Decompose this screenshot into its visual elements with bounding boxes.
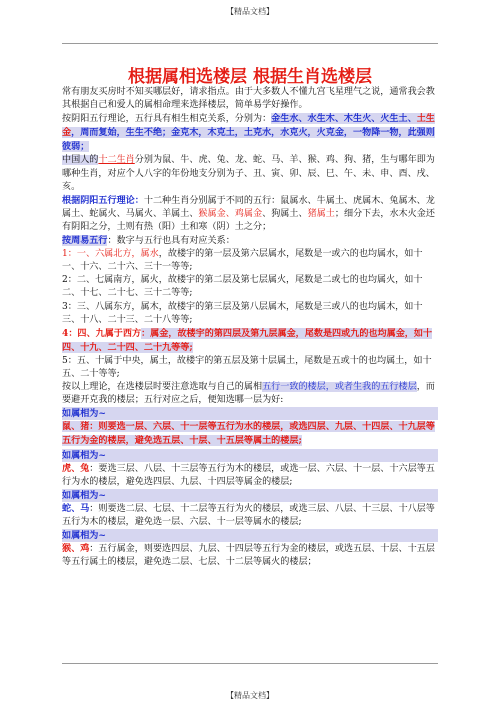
rule-snake-horse-text: ：则要选二层、七层、十二层等五行为火的楼层，或选三层、八层、十三层、十八层等五行为木的楼层，避免选一层、六层、十一层等属水的楼层; (62, 503, 435, 527)
zodiac-twelve: 十二生肖 (98, 155, 135, 166)
zodiac-label-4: 如属相为~ (62, 529, 438, 542)
zodiac-dog: 、狗属土、 (262, 208, 308, 219)
intro-paragraph: 常有朋友买房时不知买哪层好，请求指点。由于大多数人不懂九宫飞星理气之说，通常我会教其根据自己和爱人的属相命理来选择楼层，简单易学好操作。 (62, 87, 435, 111)
zodiac-element-text: 十二种生肖分别属于不同的五行：鼠属水、牛属土、虎属木、兔属木、龙属土、蛇属火、马属火、羊属土、 (62, 195, 435, 219)
wuxing-paragraph (62, 112, 438, 154)
rule-monkey-rooster-text: ：五行属金，则要选四层、九层、十四层等五行为金的楼层，或选五层、十层、十五层等五行属土的楼层，避免选二层、七层、十二层等属火的楼层 (62, 544, 435, 568)
page-title: 根据属相选楼层 根据生肖选楼层 (128, 67, 372, 87)
header-divider (62, 43, 438, 44)
zodiac-element-tail: ；细分下去，水木火金还有阴阳之分，土则有热（阳）土和寒（阴）土之分； (62, 208, 435, 232)
rule-tiger-rabbit-key: 虎、兔 (62, 462, 90, 474)
selection-rule: 五行一致的楼层，或者生我的五行楼层 (262, 382, 417, 393)
number-item-1-key: 六属北方，属水 (95, 249, 159, 260)
wuxing-lead: 按阴阳五行理论，五行具有相生相克关系，分别为： (62, 114, 272, 125)
rule-rat-pig-key: 鼠、猪： (62, 421, 99, 433)
page-header: 【精品文档】 (226, 7, 274, 16)
rule-snake-horse (62, 502, 438, 529)
zhouyi-text: ：数字与五行也具有对应关系： (107, 236, 235, 247)
rule-monkey-rooster-key: 猴、鸡 (62, 543, 90, 555)
rule-tiger-rabbit-text: ：要选三层、八层、十三层等五行为木的楼层，或选一层、六层、十一层、十六层等五行为水的楼层，避免选四层、九层、十四层等属金的楼层; (62, 463, 435, 487)
wuxing-sheng: 金生水、水生木、木生火、火生土、 (271, 113, 417, 125)
number-item-4 (62, 327, 438, 355)
zodiac-paragraph (62, 154, 438, 193)
number-item-1-num: 1：一、 (62, 249, 96, 260)
wuxing-ke: ，周而复始，生生不绝；金克木，木克土，土克水，水克火，火克金，一物降一物，此强则彼弱； (62, 127, 435, 153)
zodiac-label-2: 如属相为~ (62, 449, 438, 462)
number-item-1 (62, 248, 438, 274)
zodiac-lead: 中国人的 (62, 155, 99, 166)
zodiac-element-paragraph (62, 194, 438, 234)
zodiac-metal: 猴属金、鸡属金 (198, 208, 263, 219)
number-item-3: 3：三、八属东方，属木，故楼宇的第三层及第八层属木，尾数是三或八的也均属木，如十三、十八、二十三、二十八等等; (62, 301, 423, 325)
zodiac-pig: 猪属土 (307, 208, 335, 219)
wuxing-tu-sheng-jin: 土生金 (62, 113, 435, 139)
rule-snake-horse-key: 蛇、马 (62, 502, 90, 514)
zodiac-label-1: 如属相为~ (62, 407, 438, 420)
number-item-2: 2：二、七属南方，属火，故楼宇的第二层及第七层属火，尾数是二或七的也均属火，如十二、十七、二十七、三十二等等; (62, 275, 423, 299)
rule-rat-pig-text: 则要选一层、六层、十一层等五行为水的楼层，或选四层、九层、十四层、十九层等五行为金的楼层，避免选五层、十层、十五层等属土的楼层; (62, 421, 435, 447)
rule-monkey-rooster-end: ； (307, 557, 317, 568)
selection-paragraph (62, 381, 438, 407)
number-item-1-text: ，故楼宇的第一层及第六层属水，尾数是一或六的也均属水，如十一、十六、二十六、三十一等等; (62, 249, 423, 273)
selection-tail: ，而要避开克我的楼层；五行对应之后，便知选哪一层为好: (62, 382, 435, 406)
zhouyi-lead: 按周易五行 (62, 235, 108, 247)
rule-tiger-rabbit (62, 462, 438, 489)
rule-rat-pig (62, 420, 438, 448)
footer-divider (62, 663, 438, 664)
selection-lead: 按以上理论，在选楼层时要注意选取与自己的属相 (62, 382, 263, 393)
zodiac-label-3: 如属相为~ (62, 489, 438, 502)
page-footer: 【精品文档】 (226, 691, 274, 700)
number-item-4-lead: 4：四、九属于西方 (62, 327, 142, 339)
number-item-5: 5：五、十属于中央，属土，故楼宇的第五层及第十层属土，尾数是五或十的也均属土，如十五、二十等等; (62, 355, 432, 379)
rule-monkey-rooster (62, 542, 438, 569)
number-element-paragraph (62, 234, 438, 248)
number-item-4-text: ：属金，故楼宇的第四层及第九层属金，尾数是四或九的也均属金，如十四、十九、二十四、二十九等等; (62, 327, 433, 353)
zodiac-list: 分别为鼠、牛、虎、兔、龙、蛇、马、羊、猴、鸡、狗、猪，生与哪年即为哪种生肖，对应个人八字的年份地支分别为子、丑、寅、卯、辰、巳、午、未、申、酉、戌、亥。 (62, 155, 435, 192)
zodiac-element-lead: 根据阴阳五行理论： (62, 194, 144, 206)
document-body (62, 86, 438, 569)
